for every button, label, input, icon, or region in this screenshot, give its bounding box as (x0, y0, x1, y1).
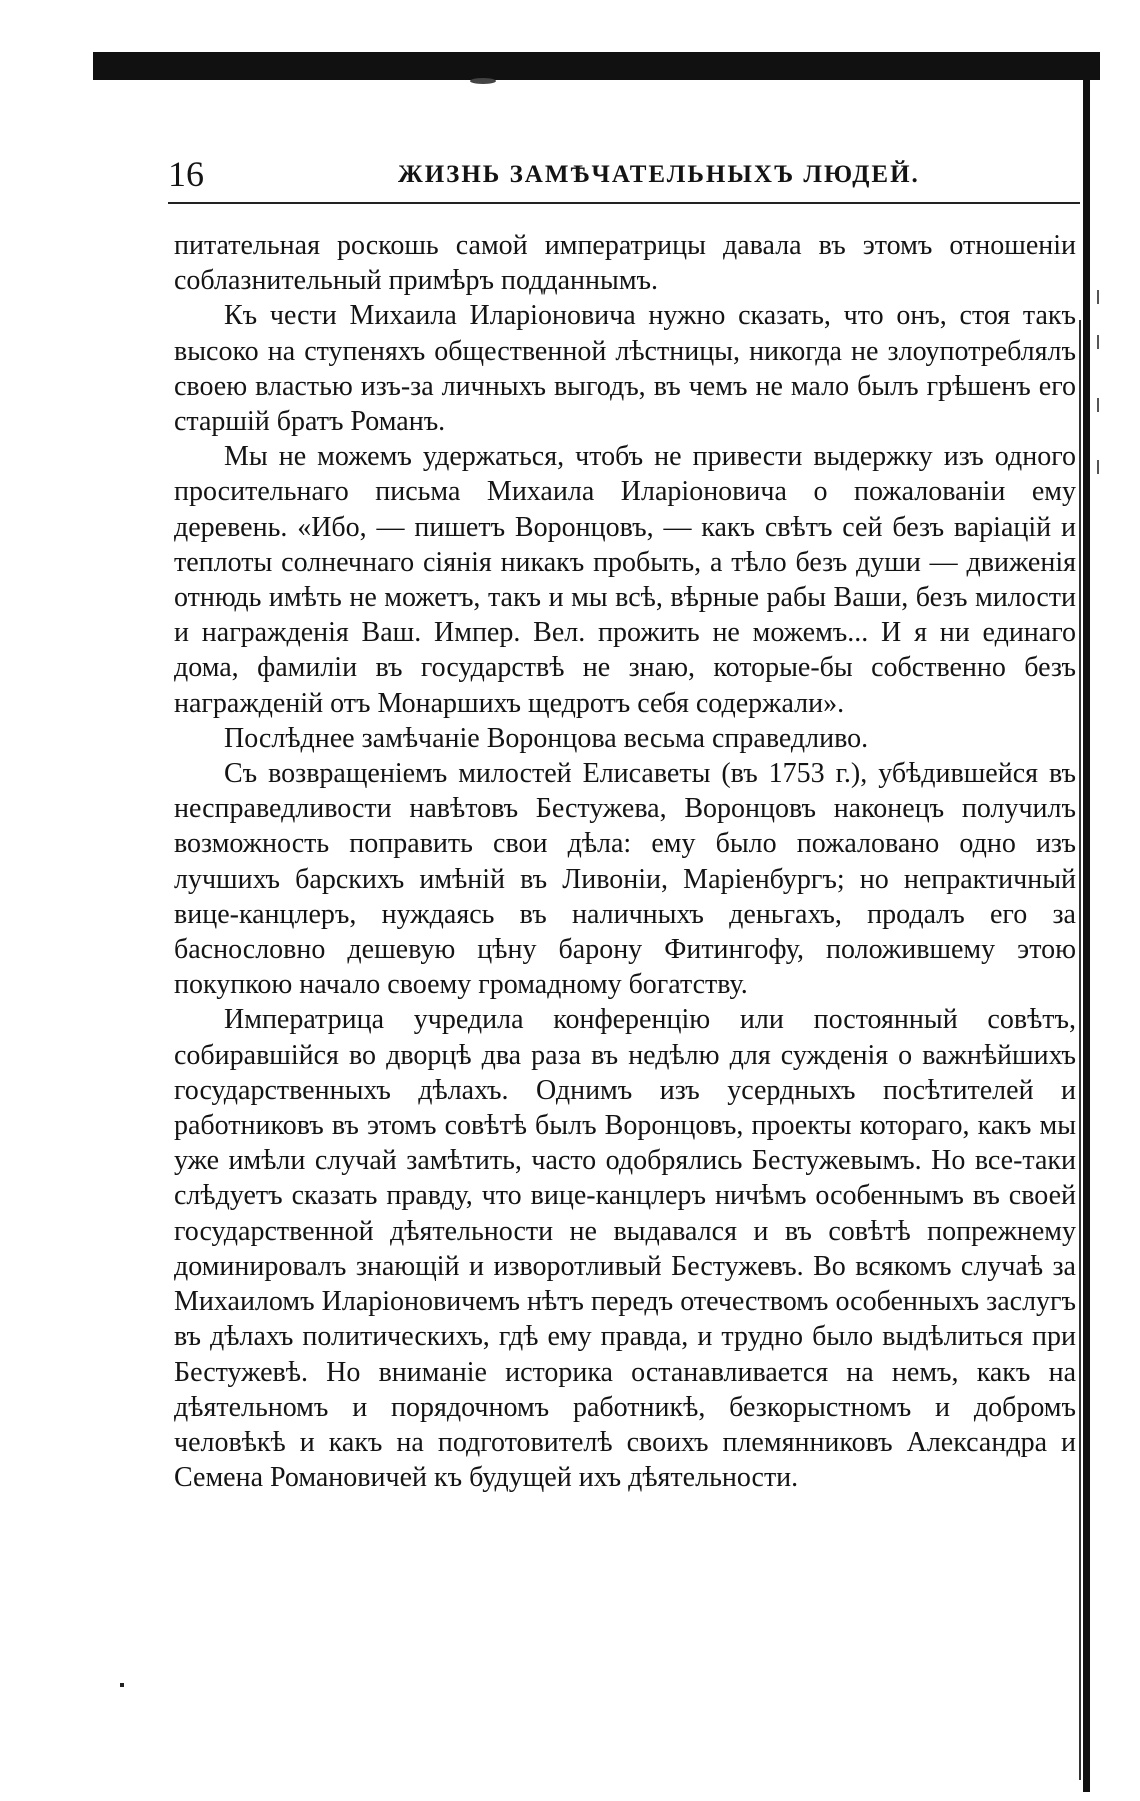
paragraph-continuation: питательная роскошь самой императрицы давала въ этомъ отношеніи соблазнительный примѣръ подданнымъ. (174, 230, 1076, 297)
margin-mark (1097, 335, 1099, 349)
paragraph: Послѣднее замѣчаніе Воронцова весьма справедливо. (224, 722, 869, 754)
margin-mark (1097, 460, 1099, 474)
text-body (174, 228, 1076, 1495)
header-rule (168, 202, 1080, 204)
margin-mark (1097, 290, 1099, 304)
top-scan-bar (93, 52, 1100, 80)
margin-mark (1097, 398, 1099, 412)
paragraph: Императрица учредила конференцію или постоянный совѣтъ, собиравшійся во дворцѣ два раза въ недѣлю для сужденія о важнѣйшихъ государственныхъ дѣлахъ. Однимъ изъ усердныхъ посѣтителей и работниковъ въ этомъ совѣтѣ былъ Воронцовъ, проекты котораго, какъ мы уже имѣли случай замѣтить, часто одобрялись Бестужевымъ. Но все-таки слѣдуетъ сказать правду, что вице-канцлеръ ничѣмъ особеннымъ въ своей государственной дѣятельности не выдавался и въ совѣтѣ попрежнему доминировалъ знающій и изворотливый Бестужевъ. Во всякомъ случаѣ за Михаиломъ Иларіоновичемъ нѣтъ передъ отечествомъ особенныхъ заслугъ въ дѣлахъ политическихъ, гдѣ ему правда, и трудно было выдѣлиться при Бестужевѣ. Но вниманіе историка останавливается на немъ, какъ на дѣятельномъ и порядочномъ работникѣ, безкорыстномъ и добромъ человѣкѣ и какъ на подготовителѣ своихъ племянниковъ Александра и Семена Романовичей къ будущей ихъ дѣятельности. (174, 1004, 1076, 1494)
running-title: ЖИЗНЬ ЗАМѢЧАТЕЛЬНЫХЪ ЛЮДЕЙ. (398, 161, 920, 188)
paragraph: Къ чести Михаила Иларіоновича нужно сказать, что онъ, стоя такъ высоко на ступеняхъ общественной лѣстницы, никогда не злоупотреблялъ своею властью изъ-за личныхъ выгодъ, въ чемъ не мало былъ грѣшенъ его старшій братъ Романъ. (174, 300, 1076, 438)
ink-dot (120, 1683, 124, 1687)
ink-smudge (470, 78, 496, 84)
page-number: 16 (168, 154, 204, 194)
page-header (168, 152, 1076, 196)
paragraph: Съ возвращеніемъ милостей Елисаветы (въ 1753 г.), убѣдившейся въ несправедливости навѣтовъ Бестужева, Воронцовъ наконецъ получилъ возможность поправить свои дѣла: ему было пожаловано одно изъ лучшихъ барскихъ имѣній въ Ливоніи, Маріенбургъ; но непрактичный вице-канцлеръ, нуждаясь въ наличныхъ деньгахъ, продалъ его за баснословно дешевую цѣну барону Фитингофу, положившему этою покупкою начало своему громадному богатству. (174, 758, 1076, 1001)
right-edge-thin-rule (1079, 320, 1081, 1780)
right-edge-rule (1083, 72, 1090, 1792)
paragraph: Мы не можемъ удержаться, чтобъ не привести выдержку изъ одного просительнаго письма Михаила Иларіоновича о пожалованіи ему деревень. «Ибо, — пишетъ Воронцовъ, — какъ свѣтъ сей безъ варіацій и теплоты солнечнаго сіянія никакъ пробыть, а тѣло безъ души — движенія отнюдь имѣть не можетъ, такъ и мы всѣ, вѣрные рабы Ваши, безъ милости и награжденія Ваш. Импер. Вел. прожить не можемъ... И я ни единаго дома, фамиліи въ государствѣ не знаю, которые-бы собственно безъ награжденій отъ Монаршихъ щедротъ себя содержали». (174, 441, 1076, 719)
